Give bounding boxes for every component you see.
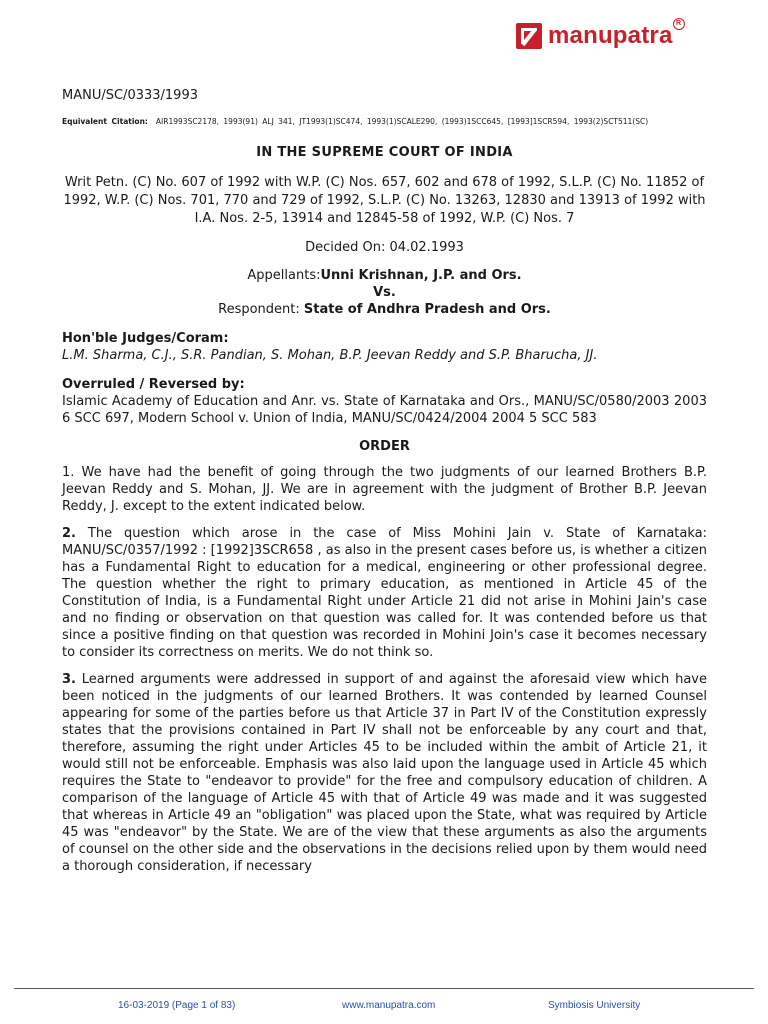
parties-block [62, 267, 707, 318]
paragraph [62, 671, 707, 875]
citation-text: AIR1993SC2178, 1993(91) ALJ 341, JT1993(1)SC474, 1993(1)SCALE290, (1993)1SCC645, [1993]1SCR594, 1993(2)SCT511(SC) [155, 117, 649, 126]
versus: Vs. [373, 285, 396, 300]
registered-icon: R [673, 18, 685, 30]
case-numbers: Writ Petn. (C) No. 607 of 1992 with W.P. (C) Nos. 657, 602 and 678 of 1992, S.L.P. (C) No. 11852 of 1992, W.P. (C) Nos. 701, 770 and 729 of 1992, S.L.P. (C) No. 13263, 12830 and 13913 of 1992 with I.A. Nos. 2-5, 13914 and 12845-58 of 1992, W.P. (C) Nos. 7 [63, 175, 706, 226]
document-body [62, 88, 707, 885]
logo-text: manupatra [548, 22, 673, 49]
equivalent-citation [62, 113, 707, 131]
footer-institution: Symbiosis University [548, 1000, 641, 1011]
footer-page-info: 16-03-2019 (Page 1 of 83) [118, 1000, 236, 1011]
respondent-line [62, 301, 707, 318]
versus-line [62, 284, 707, 301]
decided-date: Decided On: 04.02.1993 [305, 240, 464, 255]
overruled-heading: Overruled / Reversed by: [62, 377, 245, 392]
paragraph [62, 464, 707, 515]
paragraph-text: The question which arose in the case of Miss Mohini Jain v. State of Karnataka: MANU/SC/0357/1992 : [1992]3SCR658 , as also in the present cases before us, is whether a citizen has a Fundamental Right to education for a medical, engineering or other professional degree. The question whether the right to primary education, as mentioned in Article 45 of the Constitution of India, is a Fundamental Right under Article 21 did not arise in Mohini Jain's case and no finding or observation on that question was called for. It was contended before us that since a positive finding on that question was recorded in Mohini Join's case it becomes necessary to consider its correctness on merits. We do not think so. [62, 526, 707, 660]
order-title: ORDER [359, 439, 410, 454]
citation-label: Equivalent Citation: [62, 117, 148, 126]
respondent-label: Respondent: [218, 302, 304, 317]
footer-divider [14, 988, 754, 989]
respondent-name: State of Andhra Pradesh and Ors. [303, 302, 551, 317]
paragraph-number: 1. [62, 465, 75, 480]
judges-heading: Hon'ble Judges/Coram: [62, 331, 229, 346]
manupatra-logo-icon [516, 23, 542, 49]
paragraph-number: 3. [62, 672, 76, 687]
paragraph-number: 2. [62, 526, 76, 541]
judges-names: L.M. Sharma, C.J., S.R. Pandian, S. Mohan, B.P. Jeevan Reddy and S.P. Bharucha, JJ. [62, 348, 598, 363]
footer-website-link[interactable]: www.manupatra.com [342, 1000, 436, 1011]
appellants-name: Unni Krishnan, J.P. and Ors. [320, 268, 522, 283]
paragraph-text: We have had the benefit of going through the two judgments of our learned Brothers B.P. Jeevan Reddy and S. Mohan, JJ. We are in agreement with the judgment of Brother B.P. Jeevan Reddy, J. except to the extent indicated below. [62, 465, 707, 514]
overruled-text: Islamic Academy of Education and Anr. vs. State of Karnataka and Ors., MANU/SC/0580/2003 2003 6 SCC 697, Modern School v. Union of India, MANU/SC/0424/2004 2004 5 SCC 583 [62, 394, 707, 426]
appellants-line [62, 267, 707, 284]
paragraph-text: Learned arguments were addressed in support of and against the aforesaid view which have been noticed in the judgments of our learned Brothers. It was contended by learned Counsel appearing for some of the parties before us that Article 37 in Part IV of the Constitution expressly states that the provisions contained in Part IV shall not be enforceable by any court and that, therefore, assuming the right under Articles 45 to be included within the ambit of Article 21, it would still not be enforceable. Emphasis was also laid upon the language used in Article 45 which requires the State to "endeavor to provide" for the free and compulsory education of children. A comparison of the language of Article 45 with that of Article 49 was made and it was suggested that whereas in Article 49 an "obligation" was placed upon the State, what was required by Article 45 was "endeavor" by the State. We are of the view that these arguments as also the arguments of counsel on the other side and the observations in the decisions relied upon by them would need a thorough consideration, if necessary [62, 672, 707, 874]
appellants-label: Appellants: [247, 268, 321, 283]
court-title: IN THE SUPREME COURT OF INDIA [256, 145, 513, 160]
manupatra-logo [516, 20, 682, 50]
document-id: MANU/SC/0333/1993 [62, 88, 198, 103]
paragraph [62, 525, 707, 661]
